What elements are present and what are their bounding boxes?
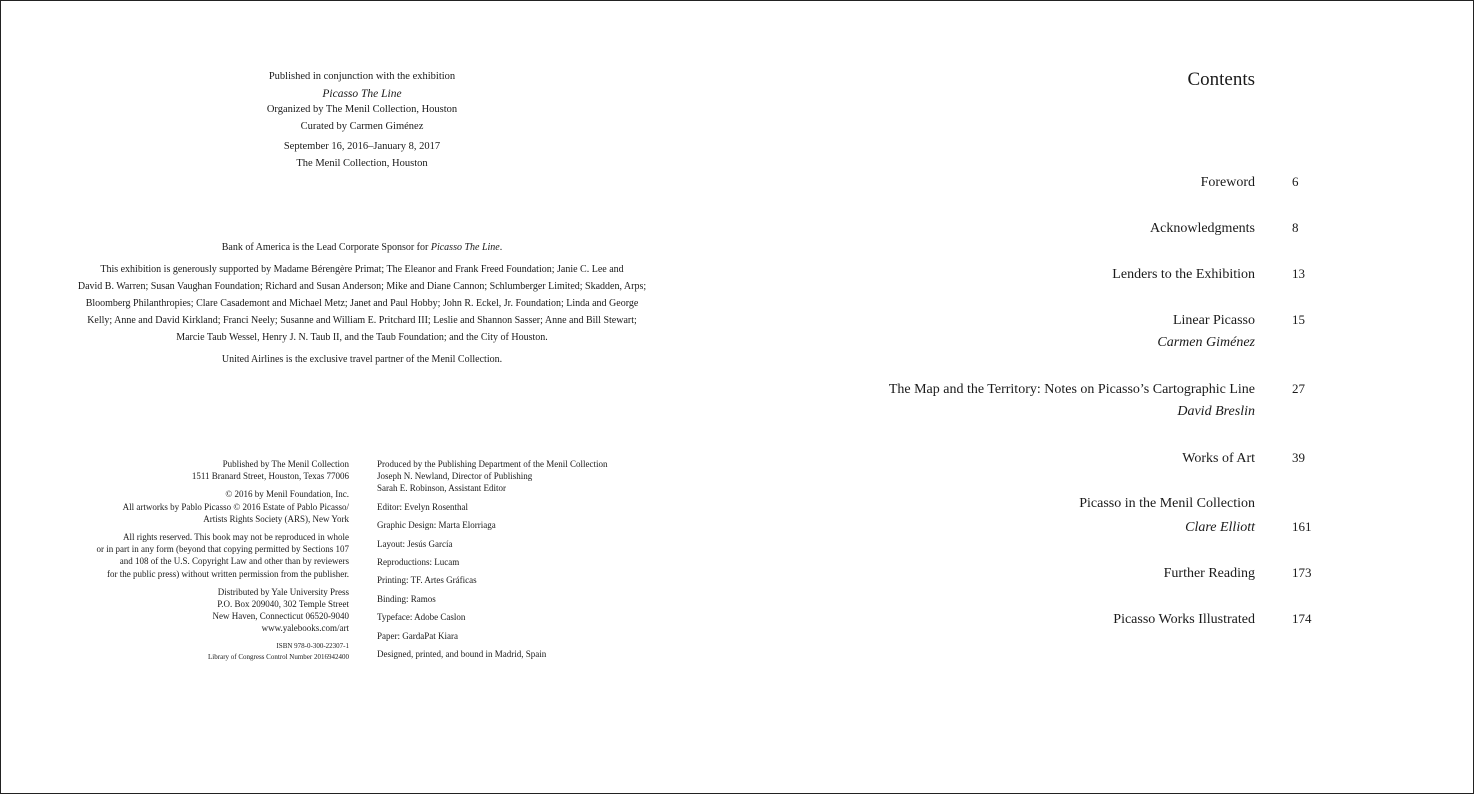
support-line: David B. Warren; Susan Vaughan Foundation; Richard and Susan Anderson; Mike and Diane Cannon; Schlumberger Limited; Skadden, Arps; <box>77 281 647 292</box>
toc-entry[interactable] <box>761 381 1321 427</box>
credit-typeface: Typeface: Adobe Caslon <box>377 612 466 623</box>
support-line: Bloomberg Philanthropies; Clare Casademont and Michael Metz; Janet and Paul Hobby; John R. Eckel, Jr. Foundation; Linda and George <box>85 298 639 309</box>
toc-author: David Breslin <box>1177 404 1255 419</box>
toc-title: Lenders to the Exhibition <box>1112 267 1255 282</box>
toc-title: Works of Art <box>1182 451 1255 466</box>
produced-by: Produced by the Publishing Department of the Menil Collection Joseph N. Newland, Director of Publishing Sarah E. Robinson, Assistant Editor <box>377 459 608 494</box>
exhibition-venue: The Menil Collection, Houston <box>296 157 428 169</box>
isbn: ISBN 978-0-300-22307-1 <box>276 641 349 650</box>
toc-title: Acknowledgments <box>1150 221 1255 236</box>
support-line: Marcie Taub Wessel, Henry J. N. Taub II, and the Taub Foundation; and the City of Houston. <box>176 332 548 343</box>
credit-editor: Editor: Evelyn Rosenthal <box>377 501 468 512</box>
toc-author: Clare Elliott <box>1185 520 1255 535</box>
toc-title: Picasso in the Menil Collection <box>1079 496 1255 511</box>
toc-title: Linear Picasso <box>1172 313 1255 328</box>
toc-page: 15 <box>1292 312 1305 327</box>
exhibition-curator: Curated by Carmen Giménez <box>300 120 424 132</box>
sponsor-info <box>61 239 663 373</box>
production-credits <box>377 458 667 666</box>
toc-entry[interactable] <box>761 312 1321 358</box>
toc-entry[interactable] <box>761 174 1321 197</box>
credit-layout: Layout: Jesús García <box>377 538 453 549</box>
exhibition-dates: September 16, 2016–January 8, 2017 <box>283 141 441 152</box>
toc-entry[interactable] <box>761 266 1321 289</box>
loc-number: Library of Congress Control Number 2016942400 <box>208 653 349 662</box>
published-by: Published by The Menil Collection 1511 Branard Street, Houston, Texas 77006 <box>191 459 349 482</box>
toc-entry[interactable] <box>761 450 1321 473</box>
toc-entry[interactable] <box>761 565 1321 588</box>
publisher-details <box>79 458 349 664</box>
support-statement <box>61 261 663 346</box>
distributor: Distributed by Yale University Press P.O. Box 209040, 302 Temple Street New Haven, Connecticut 06520-9040 www.yalebooks.com/art <box>212 586 349 634</box>
toc-title: Foreword <box>1200 175 1255 190</box>
exhibition-organizer: Organized by The Menil Collection, Houston <box>266 104 458 115</box>
travel-partner: United Airlines is the exclusive travel partner of the Menil Collection. <box>221 354 503 365</box>
toc-author: Carmen Giménez <box>1157 335 1255 350</box>
credit-paper: Paper: GardaPat Kiara <box>377 630 458 641</box>
rights-notice: All rights reserved. This book may not be reproduced in whole or in part in any form (beyond that copying permitted by Sections 107 and 108 of the U.S. Copyright Law and other than by reviewers for the public press) without written permission from the publisher. <box>96 532 349 579</box>
support-line: Kelly; Anne and David Kirkland; Franci Neely; Susanne and William E. Pritchard III; Leslie and Shannon Sasser; Anne and Bill Stewart; <box>87 315 637 326</box>
toc-title: The Map and the Territory: Notes on Picasso’s Cartographic Line <box>888 382 1255 397</box>
toc-entry[interactable] <box>761 496 1321 542</box>
exhibition-intro: Published in conjunction with the exhibition <box>268 71 456 82</box>
credit-reproductions: Reproductions: Lucam <box>377 556 460 567</box>
toc-page: 39 <box>1292 450 1305 465</box>
contents-heading: Contents <box>1187 69 1255 90</box>
toc-page: 161 <box>1292 519 1312 534</box>
toc-title: Picasso Works Illustrated <box>1113 612 1255 627</box>
toc-entry[interactable] <box>761 611 1321 634</box>
toc-page: 173 <box>1292 565 1312 580</box>
credit-design: Graphic Design: Marta Elorriaga <box>377 520 496 531</box>
toc-page: 8 <box>1292 220 1299 235</box>
copyright-notice: © 2016 by Menil Foundation, Inc. All artworks by Pablo Picasso © 2016 Estate of Pablo Picasso/ Artists Rights Society (ARS), New York <box>122 489 349 524</box>
toc-page: 13 <box>1292 266 1305 281</box>
toc-page: 27 <box>1292 381 1305 396</box>
credit-printing: Printing: TF. Artes Gráficas <box>377 575 477 586</box>
toc-page: 174 <box>1292 611 1312 626</box>
toc-entry[interactable] <box>761 220 1321 243</box>
credit-origin: Designed, printed, and bound in Madrid, Spain <box>377 648 547 659</box>
lead-sponsor: Bank of America is the Lead Corporate Sponsor for Picasso The Line. <box>221 242 503 253</box>
exhibition-title: Picasso The Line <box>322 87 402 100</box>
toc-title: Further Reading <box>1163 566 1255 581</box>
toc-page: 6 <box>1292 174 1299 189</box>
exhibition-info <box>212 69 512 172</box>
support-line: This exhibition is generously supported by Madame Bérengère Primat; The Eleanor and Frank Freed Foundation; Janie C. Lee and <box>100 264 624 275</box>
credit-binding: Binding: Ramos <box>377 593 436 604</box>
